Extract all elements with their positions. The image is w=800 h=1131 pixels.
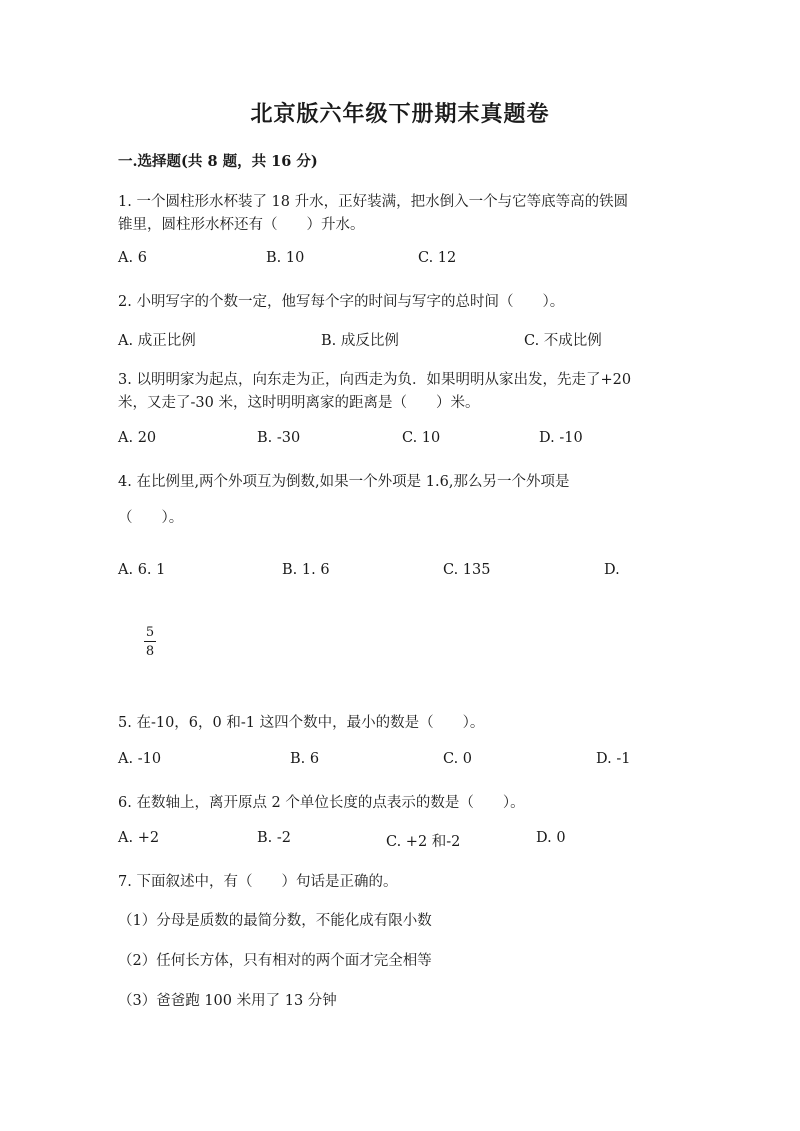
q1-option-a: A. 6 [118,250,147,266]
page-title: 北京版六年级下册期末真题卷 [250,101,550,127]
q4-option-a: A. 6. 1 [118,562,166,578]
q1-option-c: C. 12 [418,250,457,266]
q6-option-b: B. -2 [257,830,291,846]
q3-text-line1: 3. 以明明家为起点，向东走为正，向西走为负．如果明明从家出发，先走了+20 [118,372,632,388]
q2-option-c: C. 不成比例 [524,333,602,349]
q7-text-line1: 7. 下面叙述中，有（ ）句话是正确的。 [118,874,398,890]
q4-option-b: B. 1. 6 [282,562,330,578]
q3-option-c: C. 10 [402,430,441,446]
q2-text-line1: 2. 小明写字的个数一定，他写每个字的时间与写字的总时间（ ）。 [118,294,565,310]
q6-text-line1: 6. 在数轴上，离开原点 2 个单位长度的点表示的数是（ ）。 [118,795,525,811]
fraction-numerator: 5 [145,625,155,640]
fraction-denominator: 8 [145,644,155,659]
q1-option-b: B. 10 [266,250,305,266]
q4-option-c: C. 135 [443,562,491,578]
q5-option-b: B. 6 [290,751,320,767]
q6-option-c: C. +2 和-2 [386,834,461,850]
q4-option-d-fraction [143,626,157,658]
q5-option-a: A. -10 [118,751,162,767]
q3-option-b: B. -30 [257,430,301,446]
q1-text-line2: 锥里，圆柱形水杯还有（ ）升水。 [118,217,365,233]
q1-text-line1: 1. 一个圆柱形水杯装了 18 升水，正好装满，把水倒入一个与它等底等高的铁圆 [118,194,629,210]
q5-option-c: C. 0 [443,751,473,767]
q3-option-a: A. 20 [118,430,157,446]
q7-statement-3: （3）爸爸跑 100 米用了 13 分钟 [118,993,337,1009]
q4-text-line1: 4. 在比例里,两个外项互为倒数,如果一个外项是 1.6,那么另一个外项是 [118,474,570,490]
q2-option-a: A. 成正比例 [118,333,196,349]
q7-statement-1: （1）分母是质数的最简分数，不能化成有限小数 [118,913,432,929]
section-heading: 一.选择题(共 8 题，共 16 分) [118,153,318,170]
q6-option-a: A. +2 [118,830,160,846]
q4-option-d: D. [604,562,620,578]
q3-option-d: D. -10 [539,430,583,446]
q7-statement-2: （2）任何长方体，只有相对的两个面才完全相等 [118,953,432,969]
q6-option-d: D. 0 [536,830,566,846]
q5-option-d: D. -1 [596,751,631,767]
q3-text-line2: 米，又走了-30 米，这时明明离家的距离是（ ）米。 [118,395,480,411]
q4-text-line2: （ ）。 [118,510,184,526]
q2-option-b: B. 成反比例 [321,333,399,349]
q5-text-line1: 5. 在-10，6，0 和-1 这四个数中，最小的数是（ ）。 [118,715,485,731]
